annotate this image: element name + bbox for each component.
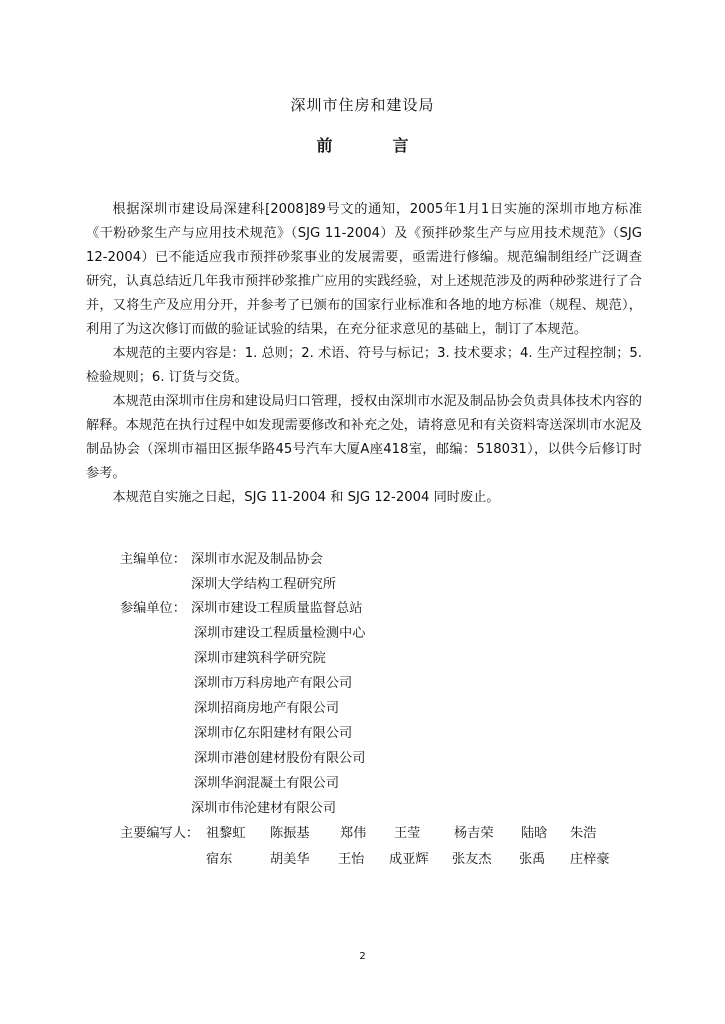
participating-unit: 深圳市建筑科学研究院 xyxy=(194,651,326,666)
drafter-name: 王怡 xyxy=(338,852,365,867)
drafter-name: 杨吉荣 xyxy=(454,826,494,841)
drafter-name: 张禹 xyxy=(519,852,546,867)
drafter-name: 郑伟 xyxy=(340,826,367,841)
title-char-2: 言 xyxy=(392,136,409,155)
chief-editor-unit: 深圳大学结构工程研究所 xyxy=(191,577,337,592)
participating-unit: 深圳市万科房地产有限公司 xyxy=(194,676,353,691)
paragraph-contents: 本规范的主要内容是：1. 总则；2. 术语、符号与标记；3. 技术要求；4. 生产过程控制；5. 检验规则；6. 订货与交货。 xyxy=(86,346,642,385)
drafter-name: 祖黎虹 xyxy=(206,826,246,841)
participating-unit: 深圳市伟沦建材有限公司 xyxy=(191,801,337,816)
paragraph-background: 根据深圳市建设局深建科[2008]89号文的通知，2005年1月1日实施的深圳市地方标准《干粉砂浆生产与应用技术规范》（SJG 11-2004）及《预拌砂浆生产与应用技术规范》（SJG 12-2004）已不能适应我市预拌砂浆事业的发展需要，亟需进行修编。规范编制组经广泛调查研究，认真总结近几年我市预拌砂浆推广应用的实践经验，对上述规范涉及的两种砂浆进行了合并，又将生产及应用分开，并参考了已颁布的国家行业标准和各地的地方标准（规程、规范），利用了为这次修订而做的验证试验的结果，在充分征求意见的基础上，制订了本规范。 xyxy=(86,202,642,337)
drafter-name: 成亚辉 xyxy=(389,852,429,867)
drafter-name: 陈振基 xyxy=(270,826,310,841)
title-char-1: 前 xyxy=(316,136,333,155)
page-title xyxy=(0,133,725,156)
drafter-name: 庄梓豪 xyxy=(570,852,610,867)
drafter-name: 王莹 xyxy=(394,826,421,841)
drafter-name: 朱浩 xyxy=(570,826,597,841)
chief-editor-unit: 深圳市水泥及制品协会 xyxy=(191,552,323,567)
participating-unit: 深圳华润混凝土有限公司 xyxy=(194,776,340,791)
participating-label: 参编单位： xyxy=(120,601,186,616)
drafter-name: 宿东 xyxy=(206,852,233,867)
preface-body xyxy=(86,198,642,510)
participating-unit: 深圳市建设工程质量检测中心 xyxy=(194,626,366,641)
participating-unit: 深圳市建设工程质量监督总站 xyxy=(191,601,363,616)
participating-unit: 深圳市亿东阳建材有限公司 xyxy=(194,726,353,741)
drafter-name: 陆晗 xyxy=(521,826,548,841)
issuer-name: 深圳市住房和建设局 xyxy=(290,96,435,114)
drafters-label: 主要编写人： xyxy=(120,826,200,841)
page-number: 2 xyxy=(359,951,366,962)
drafter-name: 胡美华 xyxy=(270,852,310,867)
chief-editor-label: 主编单位： xyxy=(120,552,186,567)
participating-unit: 深圳招商房地产有限公司 xyxy=(194,701,340,716)
paragraph-effective: 本规范自实施之日起，SJG 11-2004 和 SJG 12-2004 同时废止。 xyxy=(112,490,500,505)
participating-unit: 深圳市港创建材股份有限公司 xyxy=(194,751,366,766)
drafter-name: 张友杰 xyxy=(452,852,492,867)
paragraph-management: 本规范由深圳市住房和建设局归口管理，授权由深圳市水泥及制品协会负责具体技术内容的解释。本规范在执行过程中如发现需要修改和补充之处，请将意见和有关资料寄送深圳市水泥及制品协会（深圳市福田区振华路45号汽车大厦A座418室，邮编：518031），以供今后修订时参考。 xyxy=(86,394,642,481)
